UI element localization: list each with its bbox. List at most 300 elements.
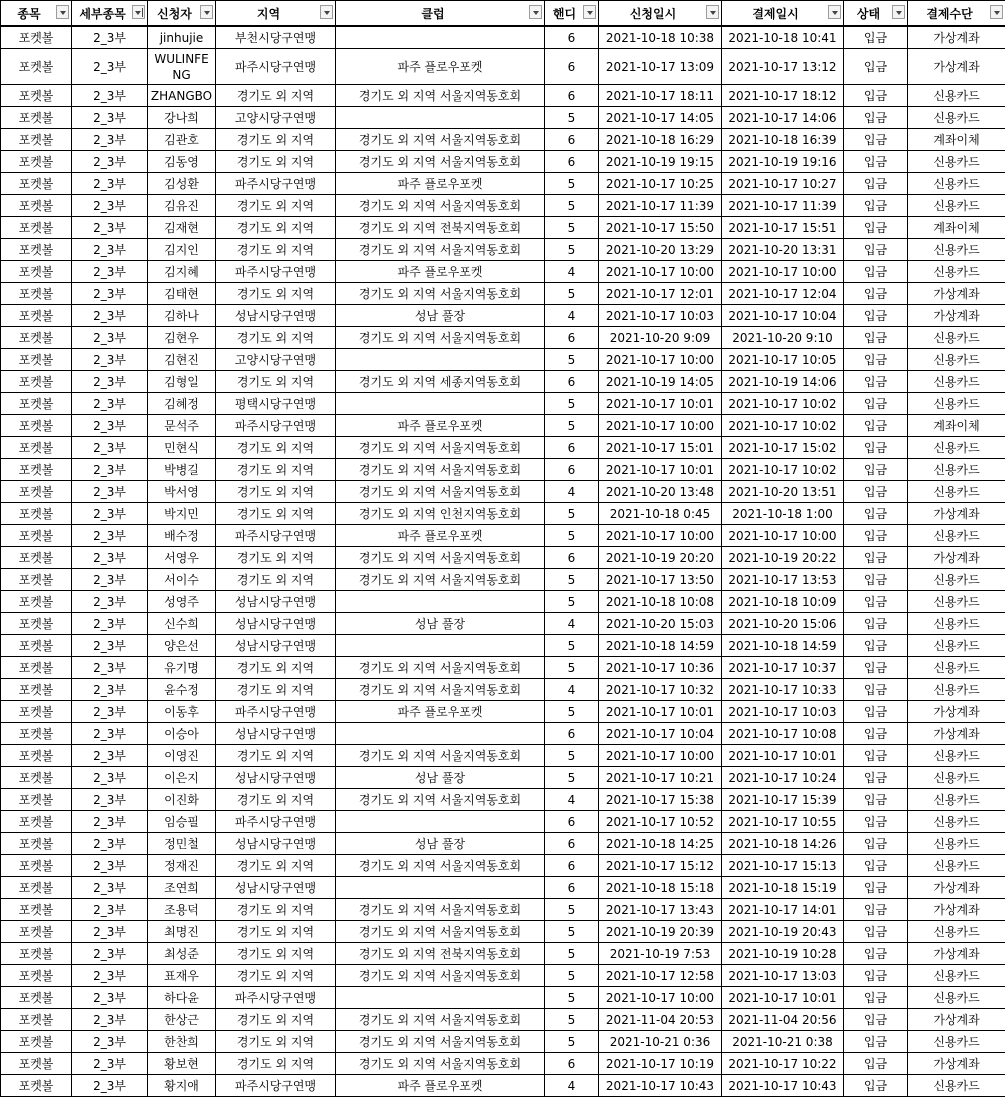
cell[interactable]: 가상계좌	[908, 49, 1005, 85]
cell[interactable]: 2021-10-17 15:50	[599, 217, 722, 239]
cell[interactable]: 5	[545, 349, 599, 371]
cell[interactable]: 5	[545, 393, 599, 415]
cell[interactable]: 포켓볼	[1, 217, 72, 239]
cell[interactable]: 신용카드	[908, 525, 1005, 547]
cell[interactable]: 김지혜	[148, 261, 216, 283]
cell[interactable]: 이은지	[148, 767, 216, 789]
cell[interactable]: 파주시당구연맹	[216, 415, 336, 437]
cell[interactable]: 입금	[844, 811, 908, 833]
cell[interactable]: 2021-10-17 10:27	[722, 173, 844, 195]
cell[interactable]: 2021-10-18 14:26	[722, 833, 844, 855]
cell[interactable]: 2021-10-17 13:12	[722, 49, 844, 85]
cell[interactable]: 황보현	[148, 1053, 216, 1075]
cell[interactable]: 신용카드	[908, 921, 1005, 943]
cell[interactable]: 포켓볼	[1, 151, 72, 173]
cell[interactable]: 포켓볼	[1, 767, 72, 789]
cell[interactable]: 조용덕	[148, 899, 216, 921]
cell[interactable]: 2021-10-17 10:00	[599, 261, 722, 283]
cell[interactable]: 입금	[844, 195, 908, 217]
cell[interactable]: 2021-10-18 14:59	[722, 635, 844, 657]
cell[interactable]: 포켓볼	[1, 239, 72, 261]
cell[interactable]: 2_3부	[72, 591, 148, 613]
cell[interactable]: 신용카드	[908, 767, 1005, 789]
cell[interactable]: 포켓볼	[1, 789, 72, 811]
cell[interactable]: 포켓볼	[1, 371, 72, 393]
cell[interactable]: 입금	[844, 217, 908, 239]
cell[interactable]: 경기도 외 지역	[216, 921, 336, 943]
cell[interactable]: 2021-10-17 10:00	[722, 261, 844, 283]
cell[interactable]: 포켓볼	[1, 591, 72, 613]
cell[interactable]: 양은선	[148, 635, 216, 657]
cell[interactable]: 2_3부	[72, 657, 148, 679]
cell[interactable]: 2_3부	[72, 745, 148, 767]
cell[interactable]: 조연희	[148, 877, 216, 899]
cell[interactable]: 이승아	[148, 723, 216, 745]
cell[interactable]: 2_3부	[72, 239, 148, 261]
cell[interactable]: 2021-10-18 15:18	[599, 877, 722, 899]
cell[interactable]: 계좌이체	[908, 217, 1005, 239]
cell[interactable]: 2021-10-20 13:51	[722, 481, 844, 503]
cell[interactable]: 성남 풀장	[336, 305, 545, 327]
cell[interactable]: 6	[545, 26, 599, 49]
cell[interactable]: 포켓볼	[1, 547, 72, 569]
cell[interactable]: 2_3부	[72, 877, 148, 899]
cell[interactable]: 2_3부	[72, 987, 148, 1009]
cell[interactable]: 성남시당구연맹	[216, 723, 336, 745]
cell[interactable]: 입금	[844, 85, 908, 107]
cell[interactable]: 성남 풀장	[336, 613, 545, 635]
cell[interactable]: 2_3부	[72, 261, 148, 283]
cell[interactable]: 최성준	[148, 943, 216, 965]
cell[interactable]: 2021-10-17 10:36	[599, 657, 722, 679]
cell[interactable]: 2021-10-17 15:12	[599, 855, 722, 877]
cell[interactable]: 포켓볼	[1, 833, 72, 855]
cell[interactable]: 입금	[844, 899, 908, 921]
cell[interactable]: 2_3부	[72, 1031, 148, 1053]
cell[interactable]: 경기도 외 지역 서울지역동호회	[336, 481, 545, 503]
cell[interactable]: 경기도 외 지역 서울지역동호회	[336, 547, 545, 569]
cell[interactable]: 경기도 외 지역	[216, 547, 336, 569]
cell[interactable]: 2_3부	[72, 371, 148, 393]
cell[interactable]: 2_3부	[72, 415, 148, 437]
cell[interactable]: 2021-10-17 10:37	[722, 657, 844, 679]
filter-dropdown-icon[interactable]	[56, 5, 69, 19]
cell[interactable]: 경기도 외 지역 서울지역동호회	[336, 327, 545, 349]
cell[interactable]: 김현진	[148, 349, 216, 371]
cell[interactable]: 2_3부	[72, 481, 148, 503]
cell[interactable]: 경기도 외 지역 서울지역동호회	[336, 745, 545, 767]
cell[interactable]: 가상계좌	[908, 503, 1005, 525]
cell[interactable]: 2021-10-17 13:03	[722, 965, 844, 987]
cell[interactable]: 입금	[844, 371, 908, 393]
cell[interactable]: 유기명	[148, 657, 216, 679]
cell[interactable]: 가상계좌	[908, 899, 1005, 921]
filter-dropdown-icon[interactable]	[828, 5, 841, 19]
cell[interactable]: 2021-10-17 13:53	[722, 569, 844, 591]
cell[interactable]	[336, 591, 545, 613]
cell[interactable]: 2021-10-17 10:01	[599, 393, 722, 415]
cell[interactable]: 6	[545, 459, 599, 481]
cell[interactable]: 포켓볼	[1, 283, 72, 305]
cell[interactable]: 경기도 외 지역 서울지역동호회	[336, 789, 545, 811]
cell[interactable]: 2021-10-19 20:43	[722, 921, 844, 943]
cell[interactable]: 5	[545, 283, 599, 305]
cell[interactable]: 경기도 외 지역 서울지역동호회	[336, 679, 545, 701]
cell[interactable]: 신용카드	[908, 459, 1005, 481]
cell[interactable]: 6	[545, 437, 599, 459]
cell[interactable]: 경기도 외 지역	[216, 657, 336, 679]
cell[interactable]: 2021-10-20 13:48	[599, 481, 722, 503]
filter-dropdown-icon[interactable]	[529, 5, 542, 19]
cell[interactable]: 입금	[844, 525, 908, 547]
cell[interactable]: 2_3부	[72, 129, 148, 151]
cell[interactable]: 파주 플로우포켓	[336, 525, 545, 547]
cell[interactable]: 신용카드	[908, 1031, 1005, 1053]
cell[interactable]	[336, 877, 545, 899]
cell[interactable]: 가상계좌	[908, 723, 1005, 745]
cell[interactable]: 2021-10-17 10:19	[599, 1053, 722, 1075]
cell[interactable]: 입금	[844, 745, 908, 767]
cell[interactable]: 2_3부	[72, 437, 148, 459]
cell[interactable]: WULINFENG	[148, 49, 216, 85]
cell[interactable]: 2_3부	[72, 173, 148, 195]
cell[interactable]: 성남시당구연맹	[216, 613, 336, 635]
cell[interactable]: 신용카드	[908, 833, 1005, 855]
cell[interactable]: 포켓볼	[1, 459, 72, 481]
cell[interactable]: 2021-10-17 10:01	[722, 987, 844, 1009]
cell[interactable]: 경기도 외 지역 서울지역동호회	[336, 569, 545, 591]
cell[interactable]: 2_3부	[72, 195, 148, 217]
cell[interactable]: 2_3부	[72, 525, 148, 547]
cell[interactable]: 김관호	[148, 129, 216, 151]
cell[interactable]: 6	[545, 49, 599, 85]
cell[interactable]: 2_3부	[72, 635, 148, 657]
cell[interactable]: 2021-10-19 14:05	[599, 371, 722, 393]
cell[interactable]: 입금	[844, 459, 908, 481]
cell[interactable]: 2021-10-17 10:25	[599, 173, 722, 195]
cell[interactable]: 2021-10-17 15:02	[722, 437, 844, 459]
cell[interactable]: 5	[545, 415, 599, 437]
cell[interactable]: 5	[545, 239, 599, 261]
cell[interactable]: 경기도 외 지역	[216, 855, 336, 877]
cell[interactable]: 2021-10-17 10:03	[599, 305, 722, 327]
cell[interactable]	[336, 723, 545, 745]
cell[interactable]: 2_3부	[72, 547, 148, 569]
cell[interactable]: 김유진	[148, 195, 216, 217]
cell[interactable]: 포켓볼	[1, 349, 72, 371]
cell[interactable]	[336, 987, 545, 1009]
cell[interactable]: 박지민	[148, 503, 216, 525]
cell[interactable]: 경기도 외 지역	[216, 129, 336, 151]
cell[interactable]: 2021-10-17 11:39	[599, 195, 722, 217]
cell[interactable]: 5	[545, 657, 599, 679]
cell[interactable]: 파주 플로우포켓	[336, 1075, 545, 1097]
cell[interactable]: 입금	[844, 635, 908, 657]
cell[interactable]: 2021-10-17 10:01	[599, 459, 722, 481]
cell[interactable]: 입금	[844, 107, 908, 129]
cell[interactable]: 입금	[844, 789, 908, 811]
cell[interactable]: 최명진	[148, 921, 216, 943]
cell[interactable]: 평택시당구연맹	[216, 393, 336, 415]
cell[interactable]: 포켓볼	[1, 635, 72, 657]
cell[interactable]: 신용카드	[908, 107, 1005, 129]
filter-dropdown-icon[interactable]	[706, 5, 719, 19]
filter-dropdown-icon[interactable]	[200, 5, 213, 19]
cell[interactable]	[336, 107, 545, 129]
cell[interactable]: 김성환	[148, 173, 216, 195]
cell[interactable]: 2021-10-17 10:43	[599, 1075, 722, 1097]
cell[interactable]: 신용카드	[908, 569, 1005, 591]
cell[interactable]: 입금	[844, 877, 908, 899]
cell[interactable]: 서이수	[148, 569, 216, 591]
cell[interactable]: 경기도 외 지역 전북지역동호회	[336, 217, 545, 239]
cell[interactable]: 2_3부	[72, 49, 148, 85]
cell[interactable]: 2021-10-17 13:43	[599, 899, 722, 921]
cell[interactable]: 6	[545, 85, 599, 107]
cell[interactable]: 2021-10-18 10:38	[599, 26, 722, 49]
cell[interactable]: 2021-10-20 13:31	[722, 239, 844, 261]
cell[interactable]: 포켓볼	[1, 1009, 72, 1031]
cell[interactable]: 2_3부	[72, 701, 148, 723]
cell[interactable]: 2021-10-17 10:00	[722, 525, 844, 547]
cell[interactable]: 2021-10-18 0:45	[599, 503, 722, 525]
cell[interactable]: 포켓볼	[1, 877, 72, 899]
cell[interactable]: 2021-10-17 12:58	[599, 965, 722, 987]
cell[interactable]: 신용카드	[908, 679, 1005, 701]
cell[interactable]: 2021-10-17 10:00	[599, 349, 722, 371]
cell[interactable]: 입금	[844, 393, 908, 415]
cell[interactable]: 2021-10-18 10:08	[599, 591, 722, 613]
cell[interactable]: 포켓볼	[1, 965, 72, 987]
cell[interactable]: 4	[545, 789, 599, 811]
cell[interactable]: 성남시당구연맹	[216, 833, 336, 855]
cell[interactable]: 2021-10-17 10:00	[599, 415, 722, 437]
cell[interactable]: 2021-10-19 10:28	[722, 943, 844, 965]
cell[interactable]: 2021-10-17 10:22	[722, 1053, 844, 1075]
cell[interactable]: 파주시당구연맹	[216, 987, 336, 1009]
cell[interactable]: 2021-10-17 10:02	[722, 459, 844, 481]
cell[interactable]: 신수희	[148, 613, 216, 635]
cell[interactable]: 2021-10-17 10:00	[599, 525, 722, 547]
cell[interactable]: 포켓볼	[1, 613, 72, 635]
cell[interactable]: 신용카드	[908, 437, 1005, 459]
cell[interactable]: 포켓볼	[1, 415, 72, 437]
cell[interactable]: 5	[545, 195, 599, 217]
cell[interactable]: 신용카드	[908, 789, 1005, 811]
cell[interactable]: 5	[545, 899, 599, 921]
cell[interactable]: 이진화	[148, 789, 216, 811]
cell[interactable]: 6	[545, 327, 599, 349]
cell[interactable]: 경기도 외 지역 서울지역동호회	[336, 195, 545, 217]
cell[interactable]: 5	[545, 1031, 599, 1053]
cell[interactable]: 2021-10-17 18:11	[599, 85, 722, 107]
cell[interactable]: 신용카드	[908, 987, 1005, 1009]
cell[interactable]: 신용카드	[908, 635, 1005, 657]
cell[interactable]: 하다윤	[148, 987, 216, 1009]
cell[interactable]: 2_3부	[72, 855, 148, 877]
cell[interactable]: 5	[545, 217, 599, 239]
cell[interactable]: 6	[545, 855, 599, 877]
cell[interactable]: 4	[545, 1075, 599, 1097]
cell[interactable]: 가상계좌	[908, 1009, 1005, 1031]
cell[interactable]: 경기도 외 지역 서울지역동호회	[336, 855, 545, 877]
cell[interactable]: 성남시당구연맹	[216, 305, 336, 327]
cell[interactable]: 2_3부	[72, 283, 148, 305]
cell[interactable]: 2_3부	[72, 833, 148, 855]
cell[interactable]: 포켓볼	[1, 811, 72, 833]
cell[interactable]: 2_3부	[72, 679, 148, 701]
cell[interactable]: 경기도 외 지역	[216, 239, 336, 261]
cell[interactable]: 5	[545, 701, 599, 723]
cell[interactable]: 포켓볼	[1, 701, 72, 723]
cell[interactable]: 2021-10-19 19:16	[722, 151, 844, 173]
cell[interactable]: 입금	[844, 481, 908, 503]
cell[interactable]: 2021-10-19 20:39	[599, 921, 722, 943]
cell[interactable]: 4	[545, 481, 599, 503]
cell[interactable]: 경기도 외 지역 서울지역동호회	[336, 459, 545, 481]
cell[interactable]: 포켓볼	[1, 327, 72, 349]
cell[interactable]: 2021-10-19 7:53	[599, 943, 722, 965]
cell[interactable]: 2021-10-19 20:20	[599, 547, 722, 569]
cell[interactable]: 신용카드	[908, 173, 1005, 195]
cell[interactable]: 2_3부	[72, 107, 148, 129]
cell[interactable]: 5	[545, 107, 599, 129]
cell[interactable]: 입금	[844, 657, 908, 679]
cell[interactable]: 4	[545, 261, 599, 283]
cell[interactable]: 2021-10-21 0:36	[599, 1031, 722, 1053]
cell[interactable]: 2021-10-17 12:01	[599, 283, 722, 305]
cell[interactable]: 신용카드	[908, 1075, 1005, 1097]
cell[interactable]: 입금	[844, 173, 908, 195]
cell[interactable]: 5	[545, 635, 599, 657]
cell[interactable]: 경기도 외 지역	[216, 195, 336, 217]
cell[interactable]: 입금	[844, 921, 908, 943]
cell[interactable]: 2021-10-18 16:39	[722, 129, 844, 151]
cell[interactable]: 가상계좌	[908, 877, 1005, 899]
cell[interactable]: 2_3부	[72, 789, 148, 811]
cell[interactable]: 입금	[844, 305, 908, 327]
cell[interactable]: 입금	[844, 503, 908, 525]
cell[interactable]: 박서영	[148, 481, 216, 503]
filter-dropdown-icon[interactable]	[990, 5, 1003, 19]
cell[interactable]: 2021-10-20 15:06	[722, 613, 844, 635]
cell[interactable]: 포켓볼	[1, 173, 72, 195]
cell[interactable]: 2021-10-17 10:03	[722, 701, 844, 723]
cell[interactable]: jinhujie	[148, 26, 216, 49]
cell[interactable]: 6	[545, 877, 599, 899]
cell[interactable]: 2021-10-17 10:02	[722, 415, 844, 437]
cell[interactable]: 입금	[844, 943, 908, 965]
cell[interactable]: 성남시당구연맹	[216, 635, 336, 657]
cell[interactable]: 정민철	[148, 833, 216, 855]
cell[interactable]: 5	[545, 1009, 599, 1031]
cell[interactable]: 서영우	[148, 547, 216, 569]
cell[interactable]: 신용카드	[908, 261, 1005, 283]
cell[interactable]: 2021-10-17 13:50	[599, 569, 722, 591]
cell[interactable]: 포켓볼	[1, 195, 72, 217]
cell[interactable]: 경기도 외 지역 서울지역동호회	[336, 657, 545, 679]
cell[interactable]: 2_3부	[72, 899, 148, 921]
cell[interactable]: 경기도 외 지역 서울지역동호회	[336, 129, 545, 151]
cell[interactable]: 2_3부	[72, 327, 148, 349]
cell[interactable]: 황지애	[148, 1075, 216, 1097]
cell[interactable]: 6	[545, 833, 599, 855]
cell[interactable]: 2021-10-18 14:59	[599, 635, 722, 657]
cell[interactable]: 입금	[844, 547, 908, 569]
cell[interactable]: 포켓볼	[1, 943, 72, 965]
cell[interactable]: 문석주	[148, 415, 216, 437]
cell[interactable]: 2021-10-17 10:55	[722, 811, 844, 833]
cell[interactable]: 정재진	[148, 855, 216, 877]
cell[interactable]: 김형일	[148, 371, 216, 393]
cell[interactable]: 경기도 외 지역	[216, 943, 336, 965]
cell[interactable]: 성영주	[148, 591, 216, 613]
cell[interactable]: 2_3부	[72, 723, 148, 745]
cell[interactable]: 가상계좌	[908, 26, 1005, 49]
cell[interactable]: 5	[545, 767, 599, 789]
cell[interactable]: 성남시당구연맹	[216, 877, 336, 899]
cell[interactable]	[336, 349, 545, 371]
cell[interactable]: 입금	[844, 283, 908, 305]
cell[interactable]: 2021-10-17 11:39	[722, 195, 844, 217]
cell[interactable]: 가상계좌	[908, 701, 1005, 723]
cell[interactable]: 2_3부	[72, 349, 148, 371]
cell[interactable]: 2_3부	[72, 305, 148, 327]
cell[interactable]: 경기도 외 지역	[216, 899, 336, 921]
cell[interactable]: ZHANGBO	[148, 85, 216, 107]
cell[interactable]: 경기도 외 지역	[216, 459, 336, 481]
cell[interactable]: 경기도 외 지역	[216, 1031, 336, 1053]
cell[interactable]: 2021-10-17 10:04	[722, 305, 844, 327]
cell[interactable]: 2_3부	[72, 151, 148, 173]
cell[interactable]: 경기도 외 지역 서울지역동호회	[336, 283, 545, 305]
cell[interactable]: 강나희	[148, 107, 216, 129]
cell[interactable]: 2_3부	[72, 943, 148, 965]
cell[interactable]: 포켓볼	[1, 481, 72, 503]
cell[interactable]: 입금	[844, 569, 908, 591]
cell[interactable]: 포켓볼	[1, 1031, 72, 1053]
cell[interactable]: 2021-10-21 0:38	[722, 1031, 844, 1053]
cell[interactable]: 입금	[844, 129, 908, 151]
cell[interactable]: 신용카드	[908, 327, 1005, 349]
cell[interactable]: 경기도 외 지역	[216, 85, 336, 107]
cell[interactable]	[336, 635, 545, 657]
cell[interactable]: 포켓볼	[1, 657, 72, 679]
cell[interactable]: 표재우	[148, 965, 216, 987]
cell[interactable]: 부천시당구연맹	[216, 26, 336, 49]
cell[interactable]: 한상근	[148, 1009, 216, 1031]
cell[interactable]: 6	[545, 371, 599, 393]
cell[interactable]: 2021-10-17 10:08	[722, 723, 844, 745]
cell[interactable]: 파주시당구연맹	[216, 525, 336, 547]
cell[interactable]: 파주 플로우포켓	[336, 415, 545, 437]
cell[interactable]: 파주시당구연맹	[216, 49, 336, 85]
cell[interactable]: 입금	[844, 723, 908, 745]
cell[interactable]: 포켓볼	[1, 679, 72, 701]
cell[interactable]: 6	[545, 129, 599, 151]
cell[interactable]: 경기도 외 지역	[216, 217, 336, 239]
cell[interactable]: 5	[545, 965, 599, 987]
cell[interactable]: 2021-10-17 10:24	[722, 767, 844, 789]
sort-filter-dropdown-icon[interactable]	[132, 5, 145, 19]
cell[interactable]: 2021-10-17 10:01	[722, 745, 844, 767]
cell[interactable]: 6	[545, 547, 599, 569]
cell[interactable]: 2021-10-18 10:41	[722, 26, 844, 49]
cell[interactable]: 2_3부	[72, 503, 148, 525]
cell[interactable]: 포켓볼	[1, 723, 72, 745]
cell[interactable]: 4	[545, 613, 599, 635]
cell[interactable]: 신용카드	[908, 239, 1005, 261]
